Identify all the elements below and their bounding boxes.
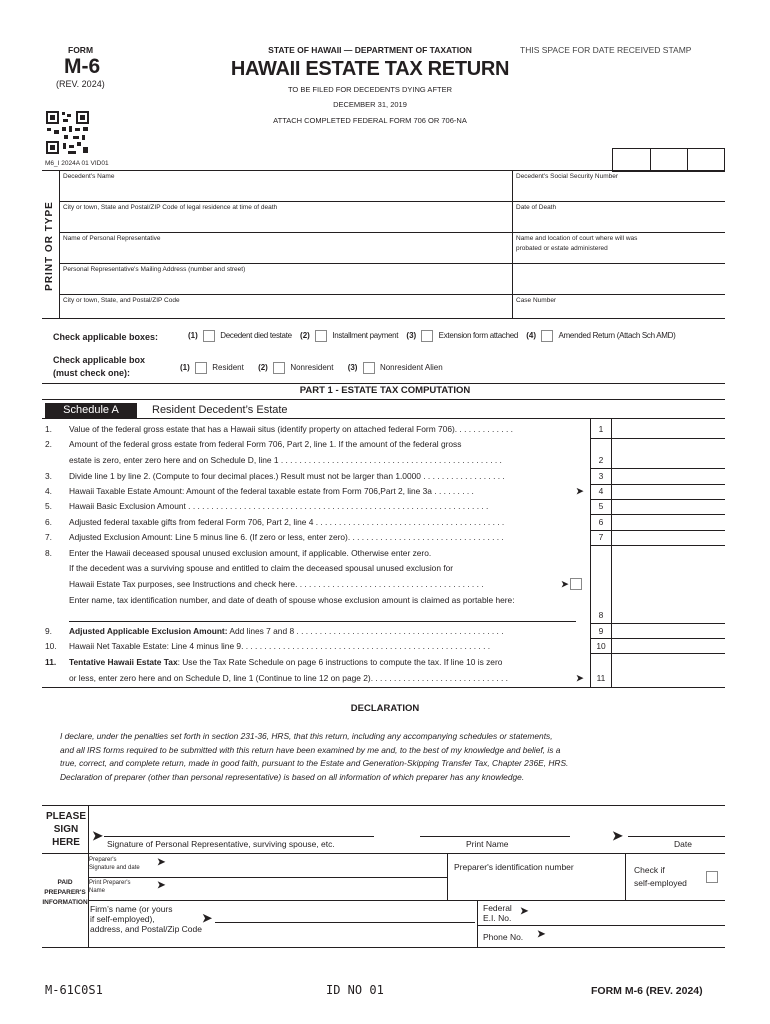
nonresident-alien-label: Nonresident Alien [379,363,443,373]
rep-signature-field[interactable] [104,822,374,836]
resident-label: Resident [212,363,244,373]
rep-city-field[interactable] [60,304,510,318]
footer-form-id: FORM M-6 (REV. 2024) [591,985,703,997]
residency-row [180,362,443,374]
declaration-line-4: Declaration of preparer (other than personal representative) is based on all information of which preparer has any knowledge. [60,771,525,782]
extension-label: Extension form attached [438,331,519,341]
signature-label: Signature of Personal Representative, surviving spouse, etc. [107,839,335,849]
footer-id: ID NO 01 [326,983,384,997]
line-8d: Enter name, tax identification number, and date of death of spouse whose exclusion amount is claimed as portable here: [69,595,515,605]
installment-label: Installment payment [332,331,399,341]
federal-ein-field[interactable] [533,902,723,924]
sign-date-field[interactable] [628,822,725,836]
check-3-num: (3) [406,331,417,341]
prep-sig-label-1: Preparer's [89,857,117,863]
line-3-amount[interactable] [612,469,725,484]
check-1-num: (1) [188,331,198,341]
amended-checkbox[interactable] [541,330,553,342]
court-label-2: probated or estate administered [516,245,608,252]
form-id: M6_I 2024A 01 VID01 [45,160,109,167]
firm-label-3: address, and Postal/Zip Code [90,924,202,934]
spouse-info-field[interactable] [69,607,576,621]
case-number-field[interactable] [514,304,724,318]
line-6: 6. Adjusted federal taxable gifts from federal Form 706, Part 2, line 4 . . . . . . . . . . . . . . . . . . . . . . . . . . . . . . . . . . . . . . . . . 6 [45,517,604,527]
print-name-label: Print Name [466,839,509,849]
line-6-amount[interactable] [612,515,725,530]
check-if-label: Check if [634,865,665,875]
declaration-line-2: and all IRS forms required to be submitted with this return have been examined by me and, to the best of my knowledge and belief, is a [60,744,561,755]
here-label: HERE [52,837,80,848]
line-11-amount[interactable] [612,654,725,687]
subtitle-2: DECEMBER 31, 2019 [333,100,407,109]
federal-label-2: E.I. No. [483,913,512,923]
paid-label: PAID [57,879,73,886]
nonresident-label: Nonresident [290,363,334,373]
line-9: 9. Adjusted Applicable Exclusion Amount: Add lines 7 and 8 . . . . . . . . . . . . . . . . . . . . . . . . . . . . . . . . . . . . . . . . . . . . . 9 [45,626,604,636]
subtitle-3: ATTACH COMPLETED FEDERAL FORM 706 OR 706-NA [273,116,467,125]
check-2-num: (2) [300,331,310,341]
subtitle-1: TO BE FILED FOR DECEDENTS DYING AFTER [287,85,453,94]
rep-name-field[interactable] [60,242,510,262]
rep-city-label: City or town, State, and Postal/ZIP Code [63,297,180,304]
firm-label [90,904,202,934]
line-4-amount[interactable] [612,485,725,499]
line-7: 7. Adjusted Exclusion Amount: Line 5 minus line 6. (If zero or less, enter zero). . . . . . . . . . . . . . . . . . . . . . . . . . . . . . . . . . 7 [45,532,604,542]
firm-label-1: Firm’s name (or yours [90,904,173,914]
check-boxes-label: Check applicable boxes: [53,332,159,342]
date-of-death-label: Date of Death [516,204,557,211]
decedent-ssn-label: Decedent's Social Security Number [516,173,619,180]
line-8a: 8. Enter the Hawaii deceased spousal unused exclusion amount, if applicable. Otherwise enter zero. [45,548,432,558]
schedule-a-title: Resident Decedent’s Estate [152,404,288,416]
line-7-amount[interactable] [612,531,725,545]
information-label: INFORMATION [42,899,88,906]
line-8c: Hawaii Estate Tax purposes, see Instructions and check here. . . . . . . . . . . . . . . . . . . . . . . . . . . . . . . . . . . . . . . . . ➤ [69,579,569,589]
self-employed-checkbox[interactable] [706,871,718,883]
sign-label: SIGN [53,824,79,835]
testate-checkbox[interactable] [203,330,215,342]
line-3: 3. Divide line 1 by line 2. (Compute to four decimal places.) Result must not be larger than 1.0000 . . . . . . . . . . . . . . . . . . 3 [45,471,604,481]
part1-title: PART 1 - ESTATE TAX COMPUTATION [299,385,471,396]
residency-label-1: Check applicable box [53,355,146,365]
res-3-num: (3) [347,363,358,373]
line-11a: 11. Tentative Hawaii Estate Tax: Use the Tax Rate Schedule on page 6 instructions to compute the tax. If line 10 is zero [45,657,503,667]
form-title: HAWAII ESTATE TAX RETURN [230,58,510,80]
line-11-arrow-icon: ➤ [576,673,584,683]
residency-label-2: (must check one): [53,368,131,378]
firm-name-field[interactable] [215,903,475,922]
extension-checkbox[interactable] [421,330,433,342]
form-label: FORM [68,45,94,55]
court-field[interactable] [514,253,724,262]
prep-sig-label-2: Signature and date [89,864,140,871]
nonresident-checkbox[interactable] [273,362,285,374]
date-arrow-icon: ➤ [612,828,623,843]
prep-sig-arrow-icon: ➤ [157,857,166,868]
prep-signature-field[interactable] [170,855,445,876]
self-employed-label [634,864,687,890]
line-5-amount[interactable] [612,500,725,514]
line-10: 10. Hawaii Net Taxable Estate: Line 4 minus line 9. . . . . . . . . . . . . . . . . . . . . . . . . . . . . . . . . . . . . . . . . . . . . . . . . . . . . . 10 [45,641,606,651]
line-8-box-label: 8 [598,610,604,620]
prep-id-label: Preparer's identification number [454,862,574,872]
print-prep-arrow-icon: ➤ [157,880,166,891]
line-4-arrow-icon: ➤ [576,486,584,496]
rep-address-label: Personal Representative's Mailing Address (number and street) [63,266,246,273]
line-8b: If the decedent was a surviving spouse and entitled to claim the deceased spousal unused exclusion for [69,563,454,573]
paid-preparer-label [42,878,88,908]
federal-label-1: Federal [483,903,512,913]
city-state-zip-field[interactable] [60,211,510,231]
line-11b: or less, enter zero here and on Schedule D, line 1 (Continue to line 12 on page 2). . . . . . . . . . . . . . . . . . . . . . . . . . . . . . ➤ 11 [69,673,606,683]
amended-label: Amended Return (Attach Sch AMD) [558,331,676,341]
line-2-amount[interactable] [612,439,725,468]
line-9-amount[interactable] [612,624,725,638]
ein-arrow-icon: ➤ [520,906,529,917]
prep-id-field[interactable] [450,874,622,898]
self-employed-text: self-employed [634,878,687,888]
line-2b: estate is zero, enter zero here and on Schedule D, line 1 . . . . . . . . . . . . . . . . . . . . . . . . . . . . . . . . . . . . . . . . . . . . . . . . 2 [69,455,604,465]
agency-name: STATE OF HAWAII — DEPARTMENT OF TAXATION [268,45,472,55]
court-label-1: Name and location of court where will was [516,235,638,242]
date-label: Date [674,839,692,849]
portability-checkbox[interactable] [570,578,582,590]
federal-ein-label [483,903,512,923]
schedule-a-tag: Schedule A [45,403,137,418]
check-boxes-row [188,330,728,342]
signature-arrow-icon: ➤ [92,828,103,843]
installment-checkbox[interactable] [315,330,327,342]
line-5: 5. Hawaii Basic Exclusion Amount . . . . . . . . . . . . . . . . . . . . . . . . . . . . . . . . . . . . . . . . . . . . . . . . . . . . . . . . . . . . . . . . . 5 [45,501,604,511]
phone-arrow-icon: ➤ [537,929,546,940]
city-state-zip-label: City or town, State and Postal/ZIP Code of legal residence at time of death [63,204,278,211]
line-1: 1. Value of the federal gross estate that has a Hawaii situs (identify property on attached federal Form 706). . . . . . . . . . . . . 1 [45,424,604,434]
decedent-name-label: Decedent's Name [63,173,115,180]
preparers-label: PREPARER'S [44,889,86,896]
decedent-name-field[interactable] [60,180,510,200]
line-1-amount[interactable] [612,420,725,438]
declaration-line-1: I declare, under the penalties set forth in section 231-36, HRS, that this return, including any accompanying schedules or statements, [60,731,553,741]
footer-left-code: M-61C0S1 [45,983,103,997]
date-of-death-field[interactable] [514,211,724,231]
testate-label: Decedent died testate [220,331,292,341]
prep-name-field[interactable] [170,878,445,899]
ssn-box-group [612,148,725,172]
rep-name-label: Name of Personal Representative [63,235,161,242]
case-number-label: Case Number [516,297,557,304]
form-revision: (REV. 2024) [56,79,105,89]
firm-label-2: if self-employed), [90,914,155,924]
phone-label: Phone No. [483,932,524,942]
declaration-text [60,730,568,784]
print-prep-label-2: Name [89,887,106,894]
declaration-line-3: true, correct, and complete return, made in good faith, pursuant to the Estate and Generation-Skipping Transfer Tax, Chapter 236E, HRS. [60,758,569,768]
please-label: PLEASE [45,811,86,822]
check-4-num: (4) [526,331,537,341]
nonresident-alien-checkbox[interactable] [363,362,375,374]
prep-sig-label [89,857,140,872]
line-2a: 2. Amount of the federal gross estate from federal Form 706, Part 2, line 1. If the amount of the federal gross [45,439,462,449]
qr-code-icon [45,110,90,155]
print-prep-label-1: Print Preparer's [89,880,131,886]
res-1-num: (1) [180,363,190,373]
line-4: 4. Hawaii Taxable Estate Amount: Amount of the federal taxable estate from Form 706,Part 2, line 3a . . . . . . . . . ➤ 4 [45,486,604,496]
declaration-title: DECLARATION [350,703,420,714]
line-10-amount[interactable] [612,639,725,653]
form-number: M-6 [64,55,101,78]
print-prep-label [89,880,131,895]
rep-address-field[interactable] [60,273,510,293]
please-sign-here [44,810,88,849]
line-8-arrow-icon: ➤ [561,579,569,589]
print-name-field[interactable] [420,822,570,836]
line-8-amount[interactable] [612,546,725,623]
decedent-ssn-field[interactable] [514,180,724,200]
resident-checkbox[interactable] [195,362,207,374]
date-stamp-note: THIS SPACE FOR DATE RECEIVED STAMP [520,45,692,55]
firm-arrow-icon: ➤ [202,911,213,925]
res-2-num: (2) [258,363,268,373]
phone-field[interactable] [550,927,723,946]
print-or-type-label: PRINT OR TYPE [44,201,55,291]
